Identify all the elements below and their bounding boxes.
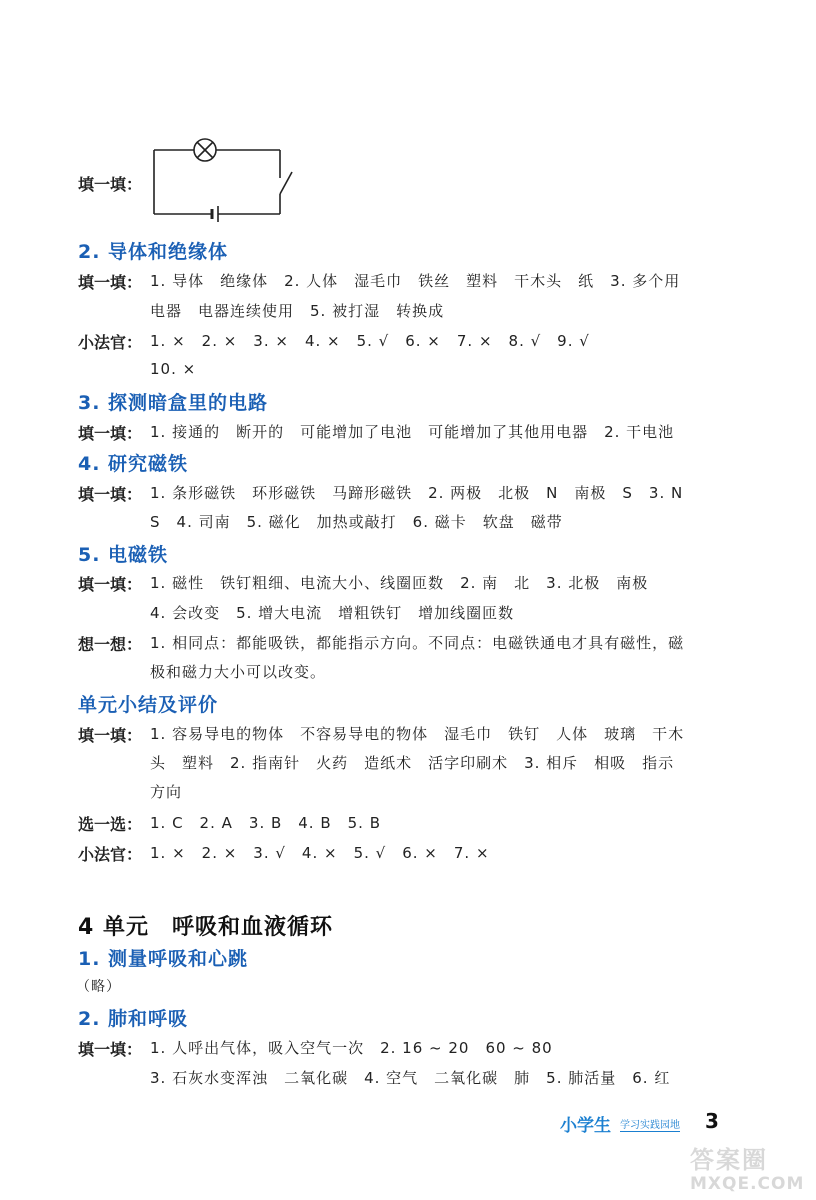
fill-label: 填一填： — [78, 575, 143, 594]
page-number: 3 — [705, 1109, 719, 1133]
fill-label: 填一填： — [78, 1040, 143, 1059]
circuit-diagram — [148, 138, 298, 222]
choose-label: 选一选： — [78, 815, 143, 834]
answer-line: 1. 导体 绝缘体 2. 人体 湿毛巾 铁丝 塑料 干木头 纸 3. 多个用 — [150, 272, 681, 290]
fill-label: 填一填： — [78, 424, 143, 443]
answer-line: 1. 相同点：都能吸铁，都能指示方向。不同点：电磁铁通电才具有磁性，磁 — [150, 634, 685, 652]
section-title: 5. 电磁铁 — [78, 544, 169, 566]
answer-line: 1. × 2. × 3. √ 4. × 5. √ 6. × 7. × — [150, 844, 490, 862]
answer-line: 10. × — [150, 360, 197, 378]
fill-label: 填一填： — [78, 273, 143, 292]
circuit-fill-label: 填一填： — [78, 175, 143, 194]
judge-label: 小法官： — [78, 845, 143, 864]
judge-label: 小法官： — [78, 333, 143, 352]
fill-label: 填一填： — [78, 485, 143, 504]
section-title: 4. 研究磁铁 — [78, 453, 189, 475]
unit-title: 4 单元 呼吸和血液循环 — [78, 915, 333, 940]
answer-line: 3. 石灰水变浑浊 二氧化碳 4. 空气 二氧化碳 肺 5. 肺活量 6. 红 — [150, 1069, 671, 1087]
watermark-text: MXQE.COM — [690, 1174, 805, 1194]
think-label: 想一想： — [78, 635, 143, 654]
answer-line: 1. 磁性 铁钉粗细、电流大小、线圈匝数 2. 南 北 3. 北极 南极 — [150, 574, 649, 592]
brand-logo: 小学生 — [560, 1116, 611, 1136]
watermark-logo: 答案圈 — [690, 1146, 768, 1174]
brand-subtitle: 学习实践园地 — [620, 1116, 680, 1132]
answer-line: 电器 电器连续使用 5. 被打湿 转换成 — [150, 302, 445, 320]
omitted-note: （略） — [76, 979, 121, 995]
answer-line: 4. 会改变 5. 增大电流 增粗铁钉 增加线圈匝数 — [150, 604, 515, 622]
section-title: 3. 探测暗盒里的电路 — [78, 392, 269, 414]
answer-line: 1. 条形磁铁 环形磁铁 马蹄形磁铁 2. 两极 北极 N 南极 S 3. N — [150, 484, 684, 502]
answer-line: 1. × 2. × 3. × 4. × 5. √ 6. × 7. × 8. √ 9. √ — [150, 332, 590, 350]
fill-label: 填一填： — [78, 726, 143, 745]
answer-line: 1. 人呼出气体，吸入空气一次 2. 16 ~ 20 60 ~ 80 — [150, 1039, 553, 1057]
answer-line: 1. C 2. A 3. B 4. B 5. B — [150, 814, 382, 832]
section-title: 单元小结及评价 — [78, 694, 219, 716]
answer-line: 方向 — [150, 783, 183, 801]
switch-icon — [280, 172, 292, 194]
section-title: 2. 导体和绝缘体 — [78, 241, 229, 263]
section-title: 1. 测量呼吸和心跳 — [78, 948, 249, 970]
section-title: 2. 肺和呼吸 — [78, 1008, 189, 1030]
answer-line: 头 塑料 2. 指南针 火药 造纸术 活字印刷术 3. 相斥 相吸 指示 — [150, 754, 675, 772]
answer-line: 1. 接通的 断开的 可能增加了电池 可能增加了其他用电器 2. 干电池 — [150, 423, 675, 441]
answer-line: S 4. 司南 5. 磁化 加热或敲打 6. 磁卡 软盘 磁带 — [150, 513, 563, 531]
answer-line: 极和磁力大小可以改变。 — [150, 663, 327, 681]
answer-line: 1. 容易导电的物体 不容易导电的物体 湿毛巾 铁钉 人体 玻璃 干木 — [150, 725, 685, 743]
